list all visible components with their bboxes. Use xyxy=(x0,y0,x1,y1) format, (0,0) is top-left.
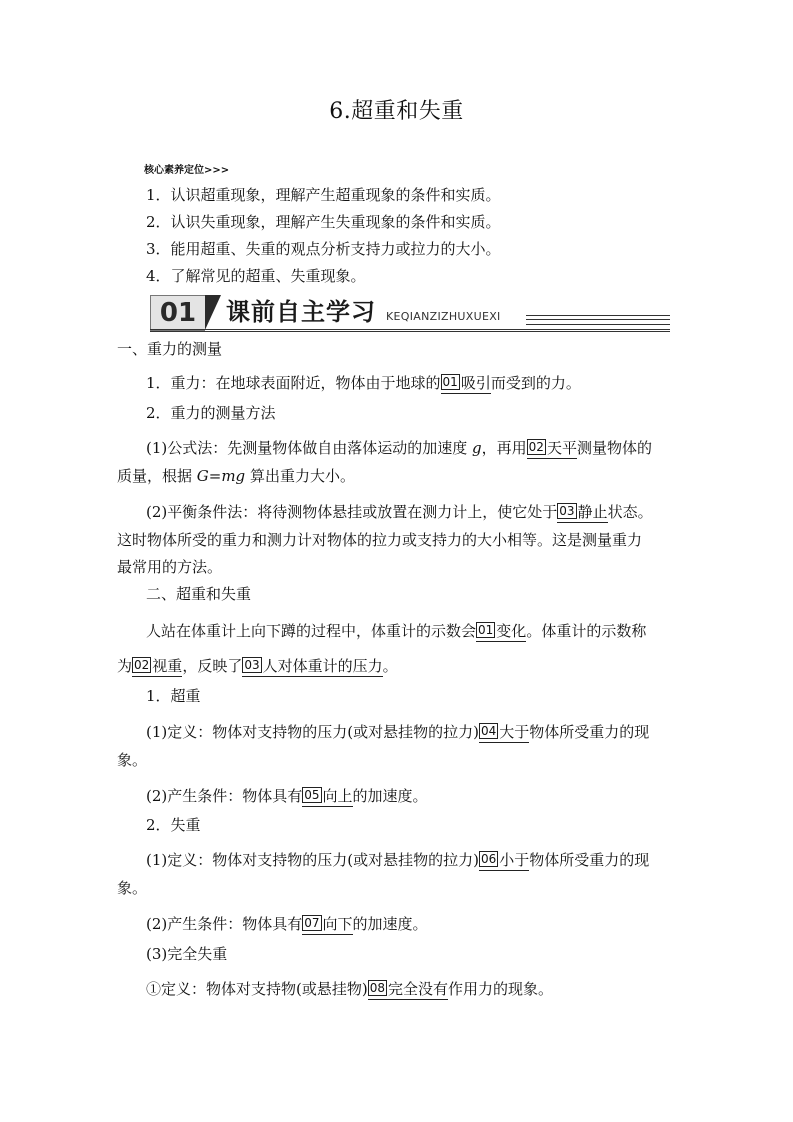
fill-blank: 06 小于 xyxy=(480,851,530,869)
banner-number: 01 xyxy=(150,295,205,331)
paragraph: (1)定义：物体对支持物的压力(或对悬挂物的拉力) 04 大于物体所受重力的现 xyxy=(146,723,650,741)
blank-number: 01 xyxy=(478,623,494,637)
paragraph: 人站在体重计上向下蹲的过程中，体重计的示数会 01 变化。体重计的示数称 xyxy=(146,622,647,640)
paragraph: 质量，根据 G=mg 算出重力大小。 xyxy=(117,467,355,485)
subsection-heading: 1．超重 xyxy=(146,687,201,705)
core-literacy-label: 核心素养定位>>> xyxy=(144,165,230,176)
fill-blank: 05 向上 xyxy=(304,787,353,805)
paragraph: 这时物体所受的重力和测力计对物体的拉力或支持力的大小相等。这是测量重力 xyxy=(117,531,643,549)
blank-number: 08 xyxy=(369,981,385,995)
blank-number: 01 xyxy=(442,375,458,389)
paragraph: 象。 xyxy=(117,751,148,769)
banner-rules xyxy=(526,315,670,325)
fill-blank: 03 静止 xyxy=(559,503,608,521)
fill-blank: 01 变化 xyxy=(478,622,527,640)
banner-pinyin: KEQIANZIZHUXUEXI xyxy=(386,310,501,323)
section-banner xyxy=(150,295,670,333)
fill-blank: 07 向下 xyxy=(304,915,353,933)
objective-item: 3．能用超重、失重的观点分析支持力或拉力的大小。 xyxy=(146,240,501,258)
paragraph: 为 02 视重，反映了 03 人对体重计的压力。 xyxy=(117,657,398,675)
banner-wedge xyxy=(205,295,221,330)
objective-item: 4．了解常见的超重、失重现象。 xyxy=(146,267,366,285)
paragraph: (2)产生条件：物体具有 07 向下的加速度。 xyxy=(146,915,428,933)
blank-number: 02 xyxy=(528,440,544,454)
fill-blank: 03 人对体重计的压力 xyxy=(244,657,383,675)
paragraph: (1)公式法：先测量物体做自由落体运动的加速度 g，再用 02 天平测量物体的 xyxy=(146,439,652,457)
paragraph: (2)平衡条件法：将待测物体悬挂或放置在测力计上，使它处于 03 静止状态。 xyxy=(146,503,653,521)
banner-rule xyxy=(150,329,670,330)
blank-number: 07 xyxy=(304,916,320,930)
objective-item: 2．认识失重现象，理解产生失重现象的条件和实质。 xyxy=(146,213,501,231)
subsection-heading: (3)完全失重 xyxy=(146,945,228,963)
fill-blank: 01 吸引 xyxy=(442,374,491,392)
blank-number: 05 xyxy=(304,788,320,802)
paragraph: (2)产生条件：物体具有 05 向上的加速度。 xyxy=(146,787,428,805)
paragraph: 象。 xyxy=(117,879,148,897)
banner-title: 课前自主学习 xyxy=(226,298,376,326)
page-title: 6.超重和失重 xyxy=(329,99,464,124)
banner-rule xyxy=(150,331,670,332)
fill-blank: 08 完全没有 xyxy=(369,980,449,998)
fill-blank: 02 视重 xyxy=(134,657,183,675)
fill-blank: 04 大于 xyxy=(480,723,530,741)
blank-number: 03 xyxy=(559,504,575,518)
paragraph: 最常用的方法。 xyxy=(117,558,223,576)
paragraph: ①定义：物体对支持物(或悬挂物) 08 完全没有作用力的现象。 xyxy=(146,980,554,998)
blank-number: 02 xyxy=(134,658,150,672)
section-heading: 二、超重和失重 xyxy=(146,585,252,603)
objective-item: 1．认识超重现象，理解产生超重现象的条件和实质。 xyxy=(146,186,501,204)
paragraph: 2．重力的测量方法 xyxy=(146,404,276,422)
paragraph: (1)定义：物体对支持物的压力(或对悬挂物的拉力) 06 小于物体所受重力的现 xyxy=(146,851,650,869)
blank-number: 04 xyxy=(480,724,497,738)
blank-number: 03 xyxy=(244,658,260,672)
subsection-heading: 2．失重 xyxy=(146,816,201,834)
section-heading: 一、重力的测量 xyxy=(117,340,223,358)
fill-blank: 02 天平 xyxy=(528,439,577,457)
blank-number: 06 xyxy=(480,852,497,866)
paragraph: 1．重力：在地球表面附近，物体由于地球的 01 吸引而受到的力。 xyxy=(146,374,581,392)
